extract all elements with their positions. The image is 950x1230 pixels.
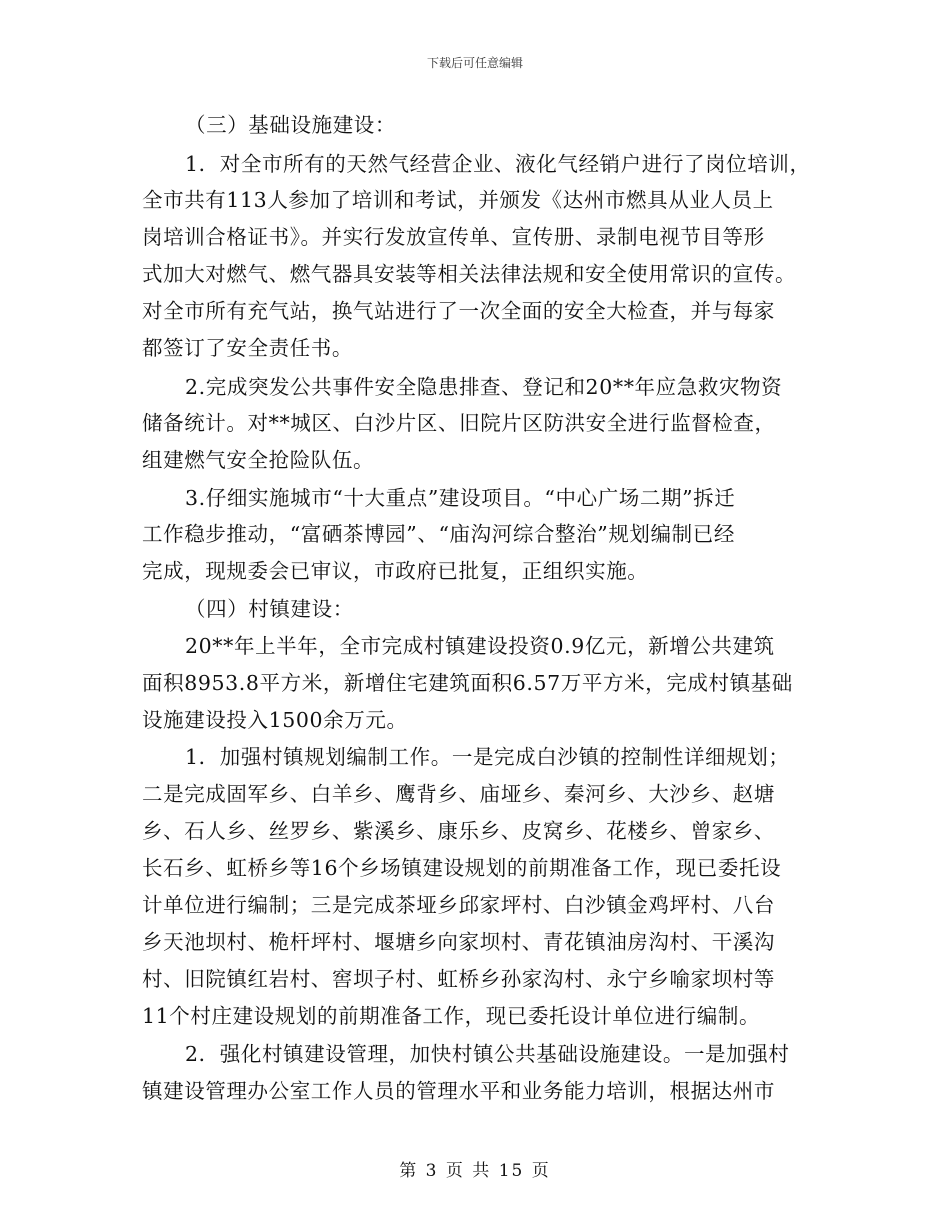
paragraph-line: 二是完成固军乡、白羊乡、鹰背乡、庙垭乡、秦河乡、大沙乡、赵塘 [142, 782, 775, 806]
section-heading-3: （三）基础设施建设： [185, 113, 396, 137]
paragraph-line: 长石乡、虹桥乡等16个乡场镇建设规划的前期准备工作，现已委托设 [142, 856, 782, 880]
paragraph-line: 完成，现规委会已审议，市政府已批复，正组织实施。 [142, 559, 649, 583]
paragraph-line: 2．强化村镇建设管理，加快村镇公共基础设施建设。一是加强村 [185, 1042, 790, 1066]
paragraph-line: 式加大对燃气、燃气器具安装等相关法律法规和安全使用常识的宣传。 [142, 262, 797, 286]
page-footer: 第 3 页 共 15 页 [399, 1161, 551, 1181]
paragraph-line: 2.完成突发公共事件安全隐患排查、登记和20**年应急救灾物资 [185, 375, 783, 399]
paragraph-line: 储备统计。对**城区、白沙片区、旧院片区防洪安全进行监督检查， [142, 411, 776, 435]
page-header: 下载后可任意编辑 [426, 56, 523, 70]
paragraph-line: 都签订了安全责任书。 [142, 336, 353, 360]
paragraph-line: 村、旧院镇红岩村、窖坝子村、虹桥乡孙家沟村、永宁乡喻家坝村等 [142, 967, 775, 991]
paragraph-line: 设施建设投入1500余万元。 [142, 708, 408, 732]
paragraph-line: 镇建设管理办公室工作人员的管理水平和业务能力培训，根据达州市 [142, 1079, 775, 1103]
paragraph-line: 面积8953.8平方米，新增住宅建筑面积6.57万平方米，完成村镇基础 [142, 671, 793, 695]
paragraph-line: 1．加强村镇规划编制工作。一是完成白沙镇的控制性详细规划； [185, 745, 790, 769]
paragraph-line: 乡天池坝村、桅杆坪村、堰塘乡向家坝村、青花镇油房沟村、干溪沟 [142, 930, 775, 954]
section-heading-4: （四）村镇建设： [185, 597, 354, 621]
paragraph-line: 3.仔细实施城市“十大重点”建设项目。“中心广场二期”拆迁 [185, 486, 736, 510]
paragraph-line: 计单位进行编制；三是完成茶垭乡邱家坪村、白沙镇金鸡坪村、八台 [142, 893, 775, 917]
paragraph-line: 20**年上半年，全市完成村镇建设投资0.9亿元，新增公共建筑 [185, 634, 775, 658]
paragraph-line: 对全市所有充气站，换气站进行了一次全面的安全大检查，并与每家 [142, 299, 775, 323]
paragraph-line: 乡、石人乡、丝罗乡、紫溪乡、康乐乡、皮窝乡、花楼乡、曾家乡、 [142, 819, 775, 843]
paragraph-line: 岗培训合格证书》。并实行发放宣传单、宣传册、录制电视节目等形 [142, 225, 765, 249]
paragraph-line: 11个村庄建设规划的前期准备工作，现已委托设计单位进行编制。 [142, 1004, 761, 1028]
paragraph-line: 1．对全市所有的天然气经营企业、液化气经销户进行了岗位培训， [185, 152, 811, 176]
paragraph-line: 工作稳步推动，“富硒茶博园”、“庙沟河综合整治”规划编制已经 [142, 522, 735, 546]
paragraph-line: 组建燃气安全抢险队伍。 [142, 448, 375, 472]
paragraph-line: 全市共有113人参加了培训和考试，并颁发《达州市燃具从业人员上 [142, 188, 774, 212]
